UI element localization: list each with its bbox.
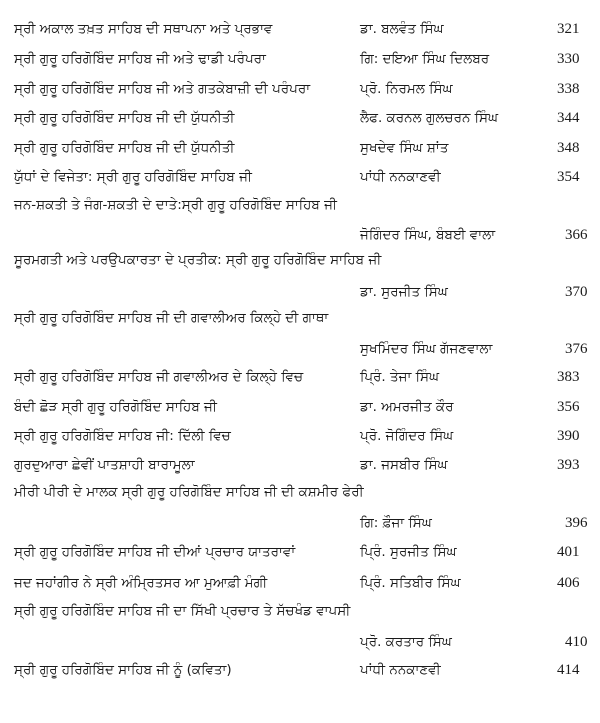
entry-title: ਸ੍ਰੀ ਗੁਰੂ ਹਰਿਗੋਬਿੰਦ ਸਾਹਿਬ ਜੀ ਦਾ ਸਿੱਖੀ ਪ੍ਰਚਾਰ ਤੇ ਸੱਚਖੰਡ ਵਾਪਸੀ bbox=[14, 603, 351, 619]
entry-page-number: 393 bbox=[557, 457, 580, 473]
toc-entry bbox=[0, 133, 600, 163]
entry-author: ਜੋਗਿੰਦਰ ਸਿੰਘ, ਬੰਬਈ ਵਾਲਾ bbox=[360, 227, 496, 243]
entry-author: ਡਾ. ਅਮਰਜੀਤ ਕੌਰ bbox=[360, 399, 454, 415]
entry-page-number: 366 bbox=[565, 227, 588, 243]
toc-entry-continuation bbox=[0, 627, 600, 657]
toc-entry bbox=[0, 537, 600, 567]
entry-author: ਡਾ. ਸੁਰਜੀਤ ਸਿੰਘ bbox=[360, 284, 448, 300]
entry-page-number: 376 bbox=[565, 341, 588, 357]
toc-entry bbox=[0, 162, 600, 192]
entry-title: ਜਨ-ਸ਼ਕਤੀ ਤੇ ਜੰਗ-ਸ਼ਕਤੀ ਦੇ ਦਾਤੇ:ਸ੍ਰੀ ਗੁਰੂ ਹਰਿਗੋਬਿੰਦ ਸਾਹਿਬ ਜੀ bbox=[14, 197, 337, 213]
entry-author: ਪ੍ਰਿੰ. ਸੁਰਜੀਤ ਸਿੰਘ bbox=[360, 544, 457, 560]
entry-author: ਪ੍ਰਿੰ. ਤੇਜਾ ਸਿੰਘ bbox=[360, 369, 439, 385]
toc-entry bbox=[0, 568, 600, 598]
entry-page-number: 330 bbox=[557, 51, 580, 67]
entry-page-number: 321 bbox=[557, 21, 580, 37]
entry-page-number: 348 bbox=[557, 140, 580, 156]
entry-page-number: 396 bbox=[565, 515, 588, 531]
entry-author: ਪਾਂਧੀ ਨਨਕਾਣਵੀ bbox=[360, 662, 441, 678]
toc-entry bbox=[0, 450, 600, 480]
entry-author: ਗਿ: ਫ਼ੌਜਾ ਸਿੰਘ bbox=[360, 515, 432, 531]
entry-title: ਸ੍ਰੀ ਗੁਰੂ ਹਰਿਗੋਬਿੰਦ ਸਾਹਿਬ ਜੀ ਨੂੰ (ਕਵਿਤਾ) bbox=[14, 662, 232, 678]
toc-entry bbox=[0, 655, 600, 685]
entry-author: ਪ੍ਰੋ. ਕਰਤਾਰ ਸਿੰਘ bbox=[360, 634, 452, 650]
entry-page-number: 383 bbox=[557, 369, 580, 385]
entry-title: ਬੰਦੀ ਛੋੜ ਸ੍ਰੀ ਗੁਰੂ ਹਰਿਗੋਬਿੰਦ ਸਾਹਿਬ ਜੀ bbox=[14, 399, 217, 415]
entry-title: ਯੁੱਧਾਂ ਦੇ ਵਿਜੇਤਾ: ਸ੍ਰੀ ਗੁਰੂ ਹਰਿਗੋਬਿੰਦ ਸਾਹਿਬ ਜੀ bbox=[14, 169, 252, 185]
entry-title: ਮੀਰੀ ਪੀਰੀ ਦੇ ਮਾਲਕ ਸ੍ਰੀ ਗੁਰੂ ਹਰਿਗੋਬਿੰਦ ਸਾਹਿਬ ਜੀ ਦੀ ਕਸ਼ਮੀਰ ਫੇਰੀ bbox=[14, 484, 364, 500]
toc-entry bbox=[0, 14, 600, 44]
entry-author: ਪਾਂਧੀ ਨਨਕਾਣਵੀ bbox=[360, 169, 441, 185]
entry-title: ਸ੍ਰੀ ਗੁਰੂ ਹਰਿਗੋਬਿੰਦ ਸਾਹਿਬ ਜੀ ਦੀਆਂ ਪ੍ਰਚਾਰ ਯਾਤਰਾਵਾਂ bbox=[14, 544, 296, 560]
toc-entry bbox=[0, 362, 600, 392]
toc-entry bbox=[0, 190, 600, 220]
entry-author: ਡਾ. ਜਸਬੀਰ ਸਿੰਘ bbox=[360, 457, 448, 473]
entry-page-number: 356 bbox=[557, 399, 580, 415]
entry-title: ਸ੍ਰੀ ਗੁਰੂ ਹਰਿਗੋਬਿੰਦ ਸਾਹਿਬ ਜੀ: ਦਿੱਲੀ ਵਿਚ bbox=[14, 428, 231, 444]
toc-entry bbox=[0, 596, 600, 626]
toc-entry bbox=[0, 477, 600, 507]
entry-title: ਸ੍ਰੀ ਗੁਰੂ ਹਰਿਗੋਬਿੰਦ ਸਾਹਿਬ ਜੀ ਦੀ ਯੁੱਧਨੀਤੀ bbox=[14, 110, 235, 126]
entry-author: ਪ੍ਰੋ. ਨਿਰਮਲ ਸਿੰਘ bbox=[360, 81, 453, 97]
entry-title: ਗੁਰਦੁਆਰਾ ਛੇਵੀਂ ਪਾਤਸ਼ਾਹੀ ਬਾਰਾਮੂਲਾ bbox=[14, 457, 195, 473]
toc-entry bbox=[0, 392, 600, 422]
entry-author: ਪ੍ਰੋ. ਜੋਗਿੰਦਰ ਸਿੰਘ bbox=[360, 428, 454, 444]
entry-page-number: 354 bbox=[557, 169, 580, 185]
entry-title: ਸ੍ਰੀ ਗੁਰੂ ਹਰਿਗੋਬਿੰਦ ਸਾਹਿਬ ਜੀ ਦੀ ਯੁੱਧਨੀਤੀ bbox=[14, 140, 235, 156]
entry-author: ਡਾ. ਬਲਵੰਤ ਸਿੰਘ bbox=[360, 21, 444, 37]
entry-author: ਪ੍ਰਿੰ. ਸਤਿਬੀਰ ਸਿੰਘ bbox=[360, 575, 461, 591]
toc-entry bbox=[0, 74, 600, 104]
toc-entry-continuation bbox=[0, 334, 600, 364]
toc-entry bbox=[0, 303, 600, 333]
entry-author: ਸੁਖਮਿੰਦਰ ਸਿੰਘ ਗੱਜਣਵਾਲਾ bbox=[360, 341, 493, 357]
toc-entry-continuation bbox=[0, 508, 600, 538]
entry-page-number: 370 bbox=[565, 284, 588, 300]
entry-page-number: 344 bbox=[557, 110, 580, 126]
entry-title: ਸ੍ਰੀ ਅਕਾਲ ਤਖ਼ਤ ਸਾਹਿਬ ਦੀ ਸਥਾਪਨਾ ਅਤੇ ਪ੍ਰਭਾਵ bbox=[14, 21, 273, 37]
entry-page-number: 406 bbox=[557, 575, 580, 591]
toc-entry bbox=[0, 103, 600, 133]
entry-title: ਸ੍ਰੀ ਗੁਰੂ ਹਰਿਗੋਬਿੰਦ ਸਾਹਿਬ ਜੀ ਅਤੇ ਢਾਡੀ ਪਰੰਪਰਾ bbox=[14, 51, 266, 67]
toc-entry bbox=[0, 421, 600, 451]
entry-page-number: 401 bbox=[557, 544, 580, 560]
entry-title: ਸ੍ਰੀ ਗੁਰੂ ਹਰਿਗੋਬਿੰਦ ਸਾਹਿਬ ਜੀ ਦੀ ਗਵਾਲੀਅਰ ਕਿਲ੍ਹੇ ਦੀ ਗਾਥਾ bbox=[14, 310, 329, 326]
entry-title: ਜਦ ਜਹਾਂਗੀਰ ਨੇ ਸ੍ਰੀ ਅੰਮ੍ਰਿਤਸਰ ਆ ਮੁਆਫ਼ੀ ਮੰਗੀ bbox=[14, 575, 268, 591]
entry-author: ਲੈਫ. ਕਰਨਲ ਗੁਲਚਰਨ ਸਿੰਘ bbox=[360, 110, 499, 126]
entry-page-number: 390 bbox=[557, 428, 580, 444]
entry-title: ਸੂਰਮਗਤੀ ਅਤੇ ਪਰਉਪਕਾਰਤਾ ਦੇ ਪ੍ਰਤੀਕ: ਸ੍ਰੀ ਗੁਰੂ ਹਰਿਗੋਬਿੰਦ ਸਾਹਿਬ ਜੀ bbox=[14, 252, 382, 268]
toc-entry bbox=[0, 245, 600, 275]
entry-page-number: 410 bbox=[565, 634, 588, 650]
entry-author: ਗਿ: ਦਇਆ ਸਿੰਘ ਦਿਲਬਰ bbox=[360, 51, 490, 67]
toc-entry bbox=[0, 44, 600, 74]
entry-title: ਸ੍ਰੀ ਗੁਰੂ ਹਰਿਗੋਬਿੰਦ ਸਾਹਿਬ ਜੀ ਅਤੇ ਗਤਕੇਬਾਜ਼ੀ ਦੀ ਪਰੰਪਰਾ bbox=[14, 81, 311, 97]
entry-author: ਸੁਖਦੇਵ ਸਿੰਘ ਸ਼ਾਂਤ bbox=[360, 140, 449, 156]
entry-page-number: 414 bbox=[557, 662, 580, 678]
entry-title: ਸ੍ਰੀ ਗੁਰੂ ਹਰਿਗੋਬਿੰਦ ਸਾਹਿਬ ਜੀ ਗਵਾਲੀਅਰ ਦੇ ਕਿਲ੍ਹੇ ਵਿਚ bbox=[14, 369, 304, 385]
entry-page-number: 338 bbox=[557, 81, 580, 97]
